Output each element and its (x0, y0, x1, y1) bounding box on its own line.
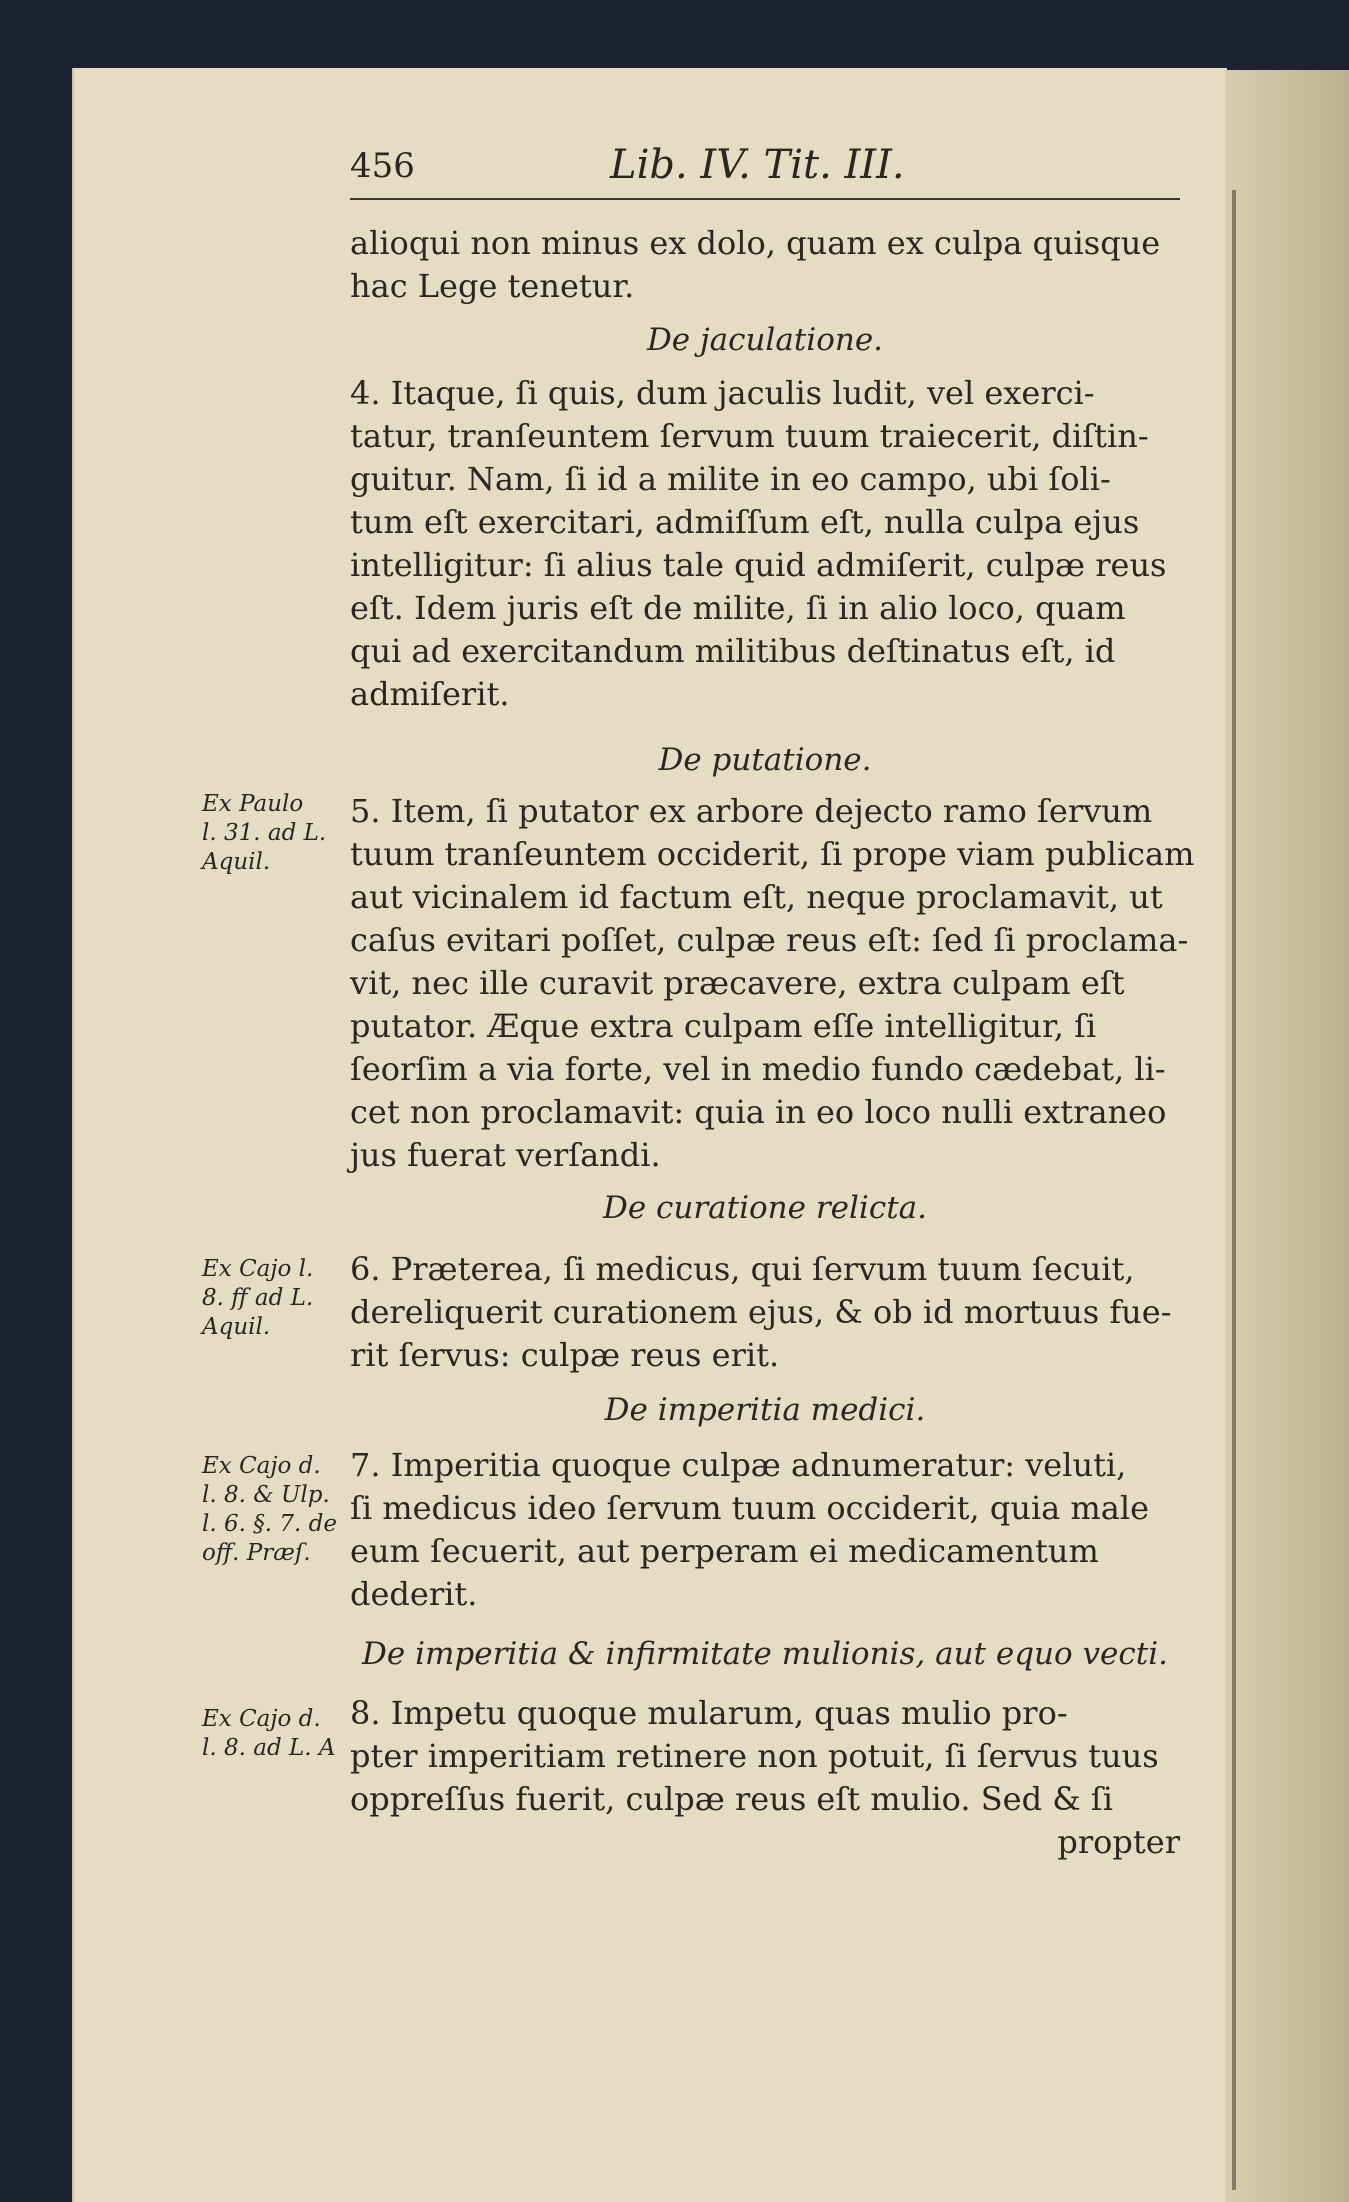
text-line: qui ad exercitandum militibus deſtinatus eſt, id (350, 632, 1116, 670)
text-line: rit ſervus: culpæ reus erit. (350, 1336, 780, 1374)
paragraph-7 (350, 1444, 1180, 1616)
continuation-paragraph (350, 222, 1180, 308)
margin-citation (202, 1452, 352, 1568)
page-number: 456 (350, 146, 415, 186)
text-line: cet non proclamavit: quia in eo loco nulli extraneo (350, 1093, 1167, 1131)
paragraph-5 (350, 790, 1195, 1177)
margin-line: l. 8. ad L. A (202, 1735, 336, 1761)
text-line: alioqui non minus ex dolo, quam ex culpa quisque (350, 224, 1161, 262)
text-line: ſeorſim a via forte, vel in medio fundo cædebat, li- (350, 1050, 1166, 1088)
margin-line: l. 8. & Ulp. (202, 1482, 330, 1508)
text-line: guitur. Nam, ſi id a milite in eo campo, ubi ſoli- (350, 460, 1111, 498)
text-line: admiſerit. (350, 675, 510, 713)
margin-citation (202, 1705, 352, 1763)
text-line: 4. Itaque, ſi quis, dum jaculis ludit, vel exerci- (350, 374, 1095, 412)
margin-line: Ex Cajo d. (202, 1453, 321, 1479)
text-line: vit, nec ille curavit præcavere, extra culpam eſt (350, 964, 1125, 1002)
facing-page-edge (1225, 70, 1349, 2202)
text-line: putator. Æque extra culpam eſſe intelligitur, ſi (350, 1007, 1097, 1045)
paragraph-6 (350, 1248, 1180, 1377)
text-line: tum eſt exercitari, admiſſum eſt, nulla culpa ejus (350, 503, 1140, 541)
margin-line: 8. ff ad L. (202, 1285, 314, 1311)
text-line: eſt. Idem juris eſt de milite, ſi in alio loco, quam (350, 589, 1126, 627)
binding-shadow (1232, 190, 1236, 2190)
text-line: ſi medicus ideo ſervum tuum occiderit, quia male (350, 1489, 1150, 1527)
margin-line: off. Præſ. (202, 1540, 311, 1566)
text-line: hac Lege tenetur. (350, 267, 635, 305)
header-rule (350, 198, 1180, 200)
text-line: caſus evitari poſſet, culpæ reus eſt: ſed ſi proclama- (350, 921, 1189, 959)
text-line: jus fuerat verſandi. (350, 1136, 661, 1174)
running-title: Lib. IV. Tit. III. (610, 142, 905, 188)
margin-citation (202, 1255, 352, 1342)
margin-line: Aquil. (202, 1314, 271, 1340)
text-line: dederit. (350, 1575, 478, 1613)
catchword: propter (1057, 1823, 1180, 1861)
section-heading: De imperitia medici. (604, 1392, 926, 1428)
text-line: tuum tranſeuntem occiderit, ſi prope viam publicam (350, 835, 1195, 873)
text-line: aut vicinalem id factum eſt, neque proclamavit, ut (350, 878, 1163, 916)
section-heading: De jaculatione. (646, 322, 884, 358)
text-line: 5. Item, ſi putator ex arbore dejecto ramo ſervum (350, 792, 1153, 830)
margin-line: Aquil. (202, 849, 271, 875)
page-header (350, 138, 1180, 198)
margin-line: Ex Cajo l. (202, 1256, 314, 1282)
text-line: 6. Præterea, ſi medicus, qui ſervum tuum ſecuit, (350, 1250, 1135, 1288)
margin-line: Ex Paulo (202, 791, 304, 817)
section-heading: De curatione relicta. (602, 1190, 928, 1226)
text-line: 8. Impetu quoque mularum, quas mulio pro- (350, 1694, 1068, 1732)
text-line: oppreſſus fuerit, culpæ reus eſt mulio. Sed & ſi (350, 1780, 1113, 1818)
margin-line: Ex Cajo d. (202, 1706, 321, 1732)
paragraph-8 (350, 1692, 1180, 1864)
text-line: intelligitur: ſi alius tale quid admiſerit, culpæ reus (350, 546, 1167, 584)
text-line: eum ſecuerit, aut perperam ei medicamentum (350, 1532, 1099, 1570)
text-line: pter imperitiam retinere non potuit, ſi ſervus tuus (350, 1737, 1159, 1775)
text-line: 7. Imperitia quoque culpæ adnumeratur: veluti, (350, 1446, 1127, 1484)
section-heading: De imperitia & infirmitate mulionis, aut equo vecti. (362, 1636, 1168, 1672)
section-heading: De putatione. (658, 742, 872, 778)
margin-line: l. 6. §. 7. de (202, 1511, 337, 1537)
paragraph-4 (350, 372, 1180, 716)
text-line: tatur, tranſeuntem ſervum tuum traiecerit, diſtin- (350, 417, 1149, 455)
margin-line: l. 31. ad L. (202, 820, 327, 846)
margin-citation (202, 790, 352, 877)
text-line: dereliquerit curationem ejus, & ob id mortuus fue- (350, 1293, 1172, 1331)
